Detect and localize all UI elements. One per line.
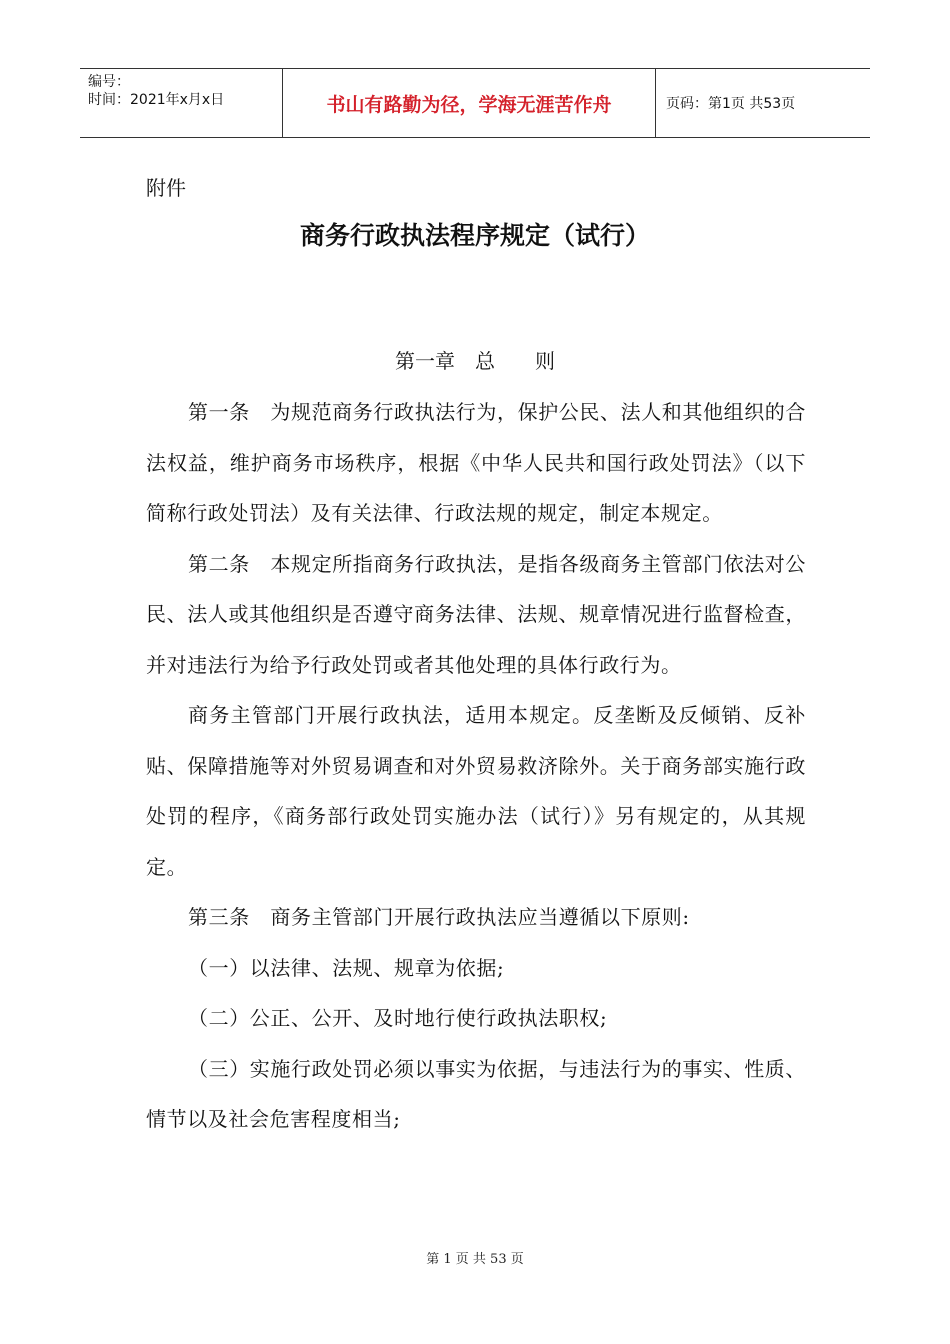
page-footer: 第 1 页 共 53 页	[426, 1252, 524, 1267]
list-item: （二）公正、公开、及时地行使行政执法职权;	[188, 1006, 608, 1030]
annex-label: 附件	[146, 176, 186, 200]
header-page-info: 页码：第1页 共53页	[666, 96, 796, 112]
paragraph: 第一条 为规范商务行政执法行为，保护公民、法人和其他组织的合法权益，维护商务市场秩序，根据《中华人民共和国行政处罚法》（以下简称行政处罚法）及有关法律、行政法规的规定，制定本规定。	[146, 400, 806, 525]
header-motto: 书山有路勤为径，学海无涯苦作舟	[283, 69, 656, 137]
paragraph: 商务主管部门开展行政执法，适用本规定。反垄断及反倾销、反补贴、保障措施等对外贸易调查和对外贸易救济除外。关于商务部实施行政处罚的程序，《商务部行政处罚实施办法（试行）》另有规定的，从其规定。	[146, 703, 806, 879]
document-title: 商务行政执法程序规定（试行）	[299, 221, 650, 250]
chapter-heading: 第一章 总 则	[395, 349, 555, 373]
header-number-label: 编号：	[88, 74, 130, 90]
paragraph: 第三条 商务主管部门开展行政执法应当遵循以下原则:	[188, 905, 690, 929]
document-body	[146, 387, 806, 1145]
list-item: （一）以法律、法规、规章为依据;	[188, 955, 505, 980]
list-item: （三）实施行政处罚必须以事实为依据，与违法行为的事实、性质、情节以及社会危害程度相当;	[146, 1056, 806, 1131]
document-header	[80, 68, 870, 138]
header-time-label: 时间：2021年x月x日	[88, 92, 225, 108]
header-meta	[80, 69, 283, 137]
paragraph: 第二条 本规定所指商务行政执法，是指各级商务主管部门依法对公民、法人或其他组织是否遵守商务法律、法规、规章情况进行监督检查，并对违法行为给予行政处罚或者其他处理的具体行政行为。	[146, 551, 806, 677]
